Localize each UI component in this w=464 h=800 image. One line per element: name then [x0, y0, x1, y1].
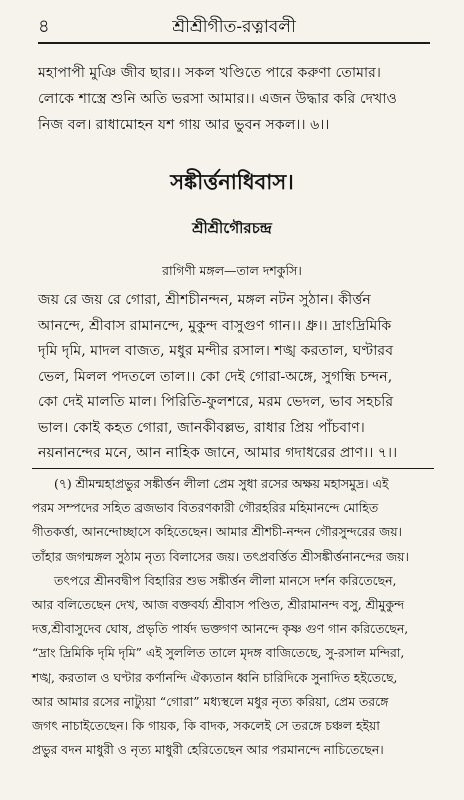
verse-line: নয়নানন্দের মনে, আন নাহিক জানে, আমার গদাধরের প্রাণ।। ৭।।	[38, 445, 398, 461]
verse-line: ভাল। কোই কহত গোরা, জানকীবল্লভ, রাধার প্রিয় পাঁচবাণ।	[38, 419, 365, 436]
footnote-line: শঙ্খ, করতাল ও ঘণ্টার কর্ণানন্দি ঐক্যতান ধ্বনি চারিদিকে সুনাদিত হইতেছে,	[32, 669, 398, 685]
page-header	[38, 16, 430, 38]
raga-tala-line: রাগিণী মঙ্গল—তাল দশকুসি।	[162, 263, 302, 278]
footnote-line: দত্ত,শ্রীবাসুদেব ঘোষ, প্রভৃতি পার্ষদ ভক্তগণ আনন্দে কৃষ্ণ গুণ গান করিতেছেন,	[32, 621, 409, 637]
footnote-line: আর বলিতেছেন দেখ, আজ বক্তবর্য্য শ্রীবাস পণ্ডিত, শ্রীরামানন্দ বসু, শ্রীমুকুন্দ	[32, 597, 405, 613]
footnote-line: প্রভুর বদন মাধুরী ও নৃত্য মাধুরী হেরিতেছেন আর পরমানন্দে নাচিতেছেন।	[32, 742, 384, 758]
footnote-line: তাঁহার জগন্মঙ্গল সুঠাম নৃত্য বিলাসের জয়। তৎপ্রবর্ত্তিত শ্রীসঙ্কীর্ত্তনানন্দের জয়।	[32, 548, 409, 564]
footnote-line: “দ্রাং দ্রিমিকি দৃমি দৃমি” এই সুললিত তালে মৃদঙ্গ বাজিতেছে, সু-রসাল মন্দিরা,	[32, 645, 405, 661]
footnote-line: গীতকর্ত্তা, আনন্দোচ্ছাসে কহিতেছেন। আমার শ্রীশচী-নন্দন গৌরসুন্দরের জয়।	[32, 524, 402, 540]
song-verse	[38, 288, 432, 467]
section-title: সঙ্কীর্ত্তনাধিবাস।	[170, 169, 294, 194]
verse-line: আনন্দে, শ্রীবাস রামানন্দে, মুকুন্দ বাসুগুণ গান।। ধ্রু।। দ্রাংদ্রিমিকি	[38, 317, 392, 334]
footnote-line: জগৎ নাচাইতেছেন। কি গায়ক, কি বাদক, সকলেই সে তরঙ্গে চঞ্চল হইয়া	[32, 718, 380, 734]
footnote	[32, 472, 434, 762]
verse-line: নিজ বল। রাধামোহন যশ গায় আর ভুবন সকল।। ৬।।	[38, 117, 330, 133]
footnote-line: আর আমার রসের নাট্যুয়া “গোরা” মধ্যস্থলে মধুর নৃত্য করিয়া, প্রেম তরঙ্গে	[32, 693, 389, 709]
running-head-title: শ্রীশ্রীগীত-রত্নাবলী	[172, 17, 296, 37]
verse-line: ভেল, মিলল পদতলে তাল।। কো দেই গোরা-অঙ্গে, সুগন্ধি চন্দন,	[38, 368, 393, 385]
verse-line: জয় রে জয় রে গোরা, শ্রীশচীনন্দন, মঙ্গল নটন সুঠান। কীর্ত্তন	[38, 292, 371, 308]
header-rule	[38, 42, 430, 44]
footnote-line: পরম সম্পদের সহিত ব্রজভাব বিতরণকারী গৌরহরির মহিমানন্দে মোহিত	[32, 500, 379, 516]
footnote-line: তৎপরে শ্রীনবদ্বীপ বিহারির শুভ সঙ্কীর্ত্তন লীলা মানসে দর্শন করিতেছেন,	[54, 572, 397, 588]
verse-line: মহাপাপী মুঞি জীব ছার।। সকল খণ্ডিতে পারে করুণা তোমার।	[38, 65, 381, 81]
verse-line: লোকে শাস্ত্রে শুনি অতি ভরসা আমার।। এজন উদ্ধার করি দেখাও	[38, 91, 397, 107]
intro-verse	[38, 60, 432, 138]
footnote-line: (৭) শ্রীমন্মহাপ্রভুর সঙ্কীর্ত্তন লীলা প্রেম সুধা রসের অক্ষয় মহাসমুদ্র। এই	[54, 476, 389, 491]
verse-line: দৃমি দৃমি, মাদল বাজত, মধুর মন্দীর রসাল। শঙ্খ করতাল, ঘণ্টারব	[38, 343, 394, 359]
song-subtitle: শ্রীশ্রীগৌরচন্দ্র	[192, 219, 272, 237]
page-number: ৪	[38, 16, 50, 37]
footnote-rule	[32, 468, 434, 469]
verse-line: কো দেই মালতি মাল। পিরিতি-ফুলশরে, মরম ভেদল, ভাব সহচরি	[38, 394, 394, 410]
